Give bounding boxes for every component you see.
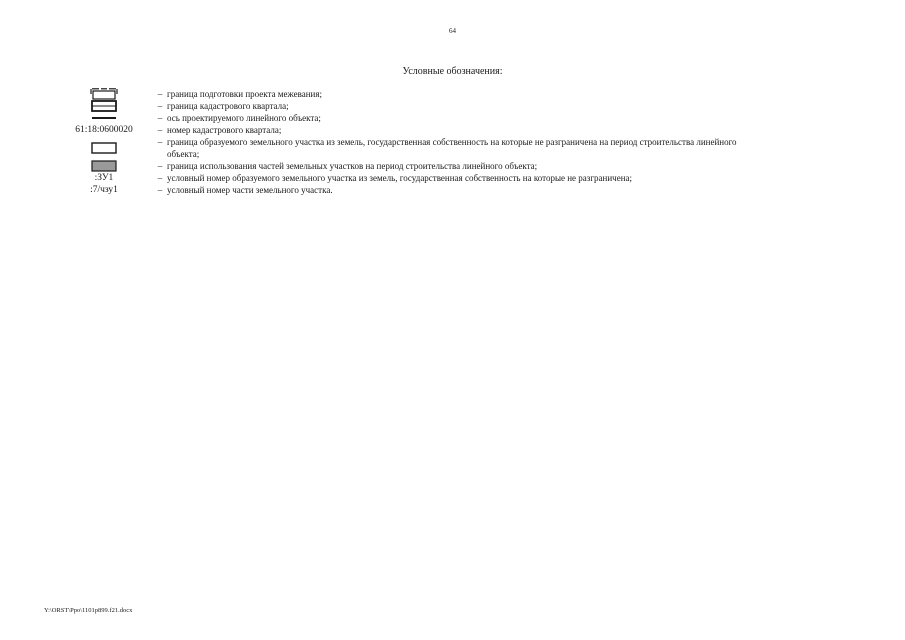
legend-description: номер кадастрового квартала; [167, 125, 282, 135]
legend-item [60, 172, 760, 184]
axis-line-icon [60, 112, 148, 124]
legend [60, 88, 760, 196]
legend-description: ось проектируемого линейного объекта; [167, 113, 321, 123]
plot-part-number-text: :7/чзу1 [90, 185, 118, 195]
legend-description: граница использования частей земельных участков на период строительства линейного объекта; [167, 161, 538, 171]
legend-description: условный номер части земельного участка. [167, 185, 333, 195]
page-number: 64 [449, 27, 456, 35]
legend-item [60, 184, 760, 196]
dashed-border-box-icon [60, 88, 148, 100]
legend-dash: – [157, 89, 163, 99]
legend-item [60, 136, 760, 160]
double-border-box-icon [60, 100, 148, 112]
legend-dash: – [157, 173, 163, 183]
legend-dash: – [157, 137, 163, 147]
filled-grey-box-icon [60, 160, 148, 172]
legend-item [60, 88, 760, 100]
land-plot-number-symbol [60, 172, 148, 184]
cadastral-number-symbol [60, 124, 148, 136]
cadastral-number-text: 61:18:0600020 [75, 125, 133, 135]
legend-item [60, 124, 760, 136]
legend-dash: – [157, 125, 163, 135]
legend-item [60, 160, 760, 172]
land-plot-number-text: :ЗУ1 [94, 173, 114, 183]
legend-dash: – [157, 161, 163, 171]
outline-box-icon [60, 136, 148, 160]
legend-description: граница кадастрового квартала; [167, 101, 289, 111]
legend-dash: – [157, 101, 163, 111]
legend-description: условный номер образуемого земельного участка из земель, государственная собственность на которые не разграничена; [167, 173, 633, 183]
plot-part-number-symbol [60, 184, 148, 196]
legend-item [60, 112, 760, 124]
legend-description: граница образуемого земельного участка из земель, государственная собственность на которые не разграничена на период строительства линейного объекта; [167, 137, 737, 159]
legend-item [60, 100, 760, 112]
legend-title: Условные обозначения: [402, 66, 503, 77]
legend-description: граница подготовки проекта межевания; [167, 89, 323, 99]
legend-dash: – [157, 113, 163, 123]
footer-file-path: Y:\ORST\Ppo\1101p899.f21.docx [44, 607, 133, 614]
legend-dash: – [157, 185, 163, 195]
